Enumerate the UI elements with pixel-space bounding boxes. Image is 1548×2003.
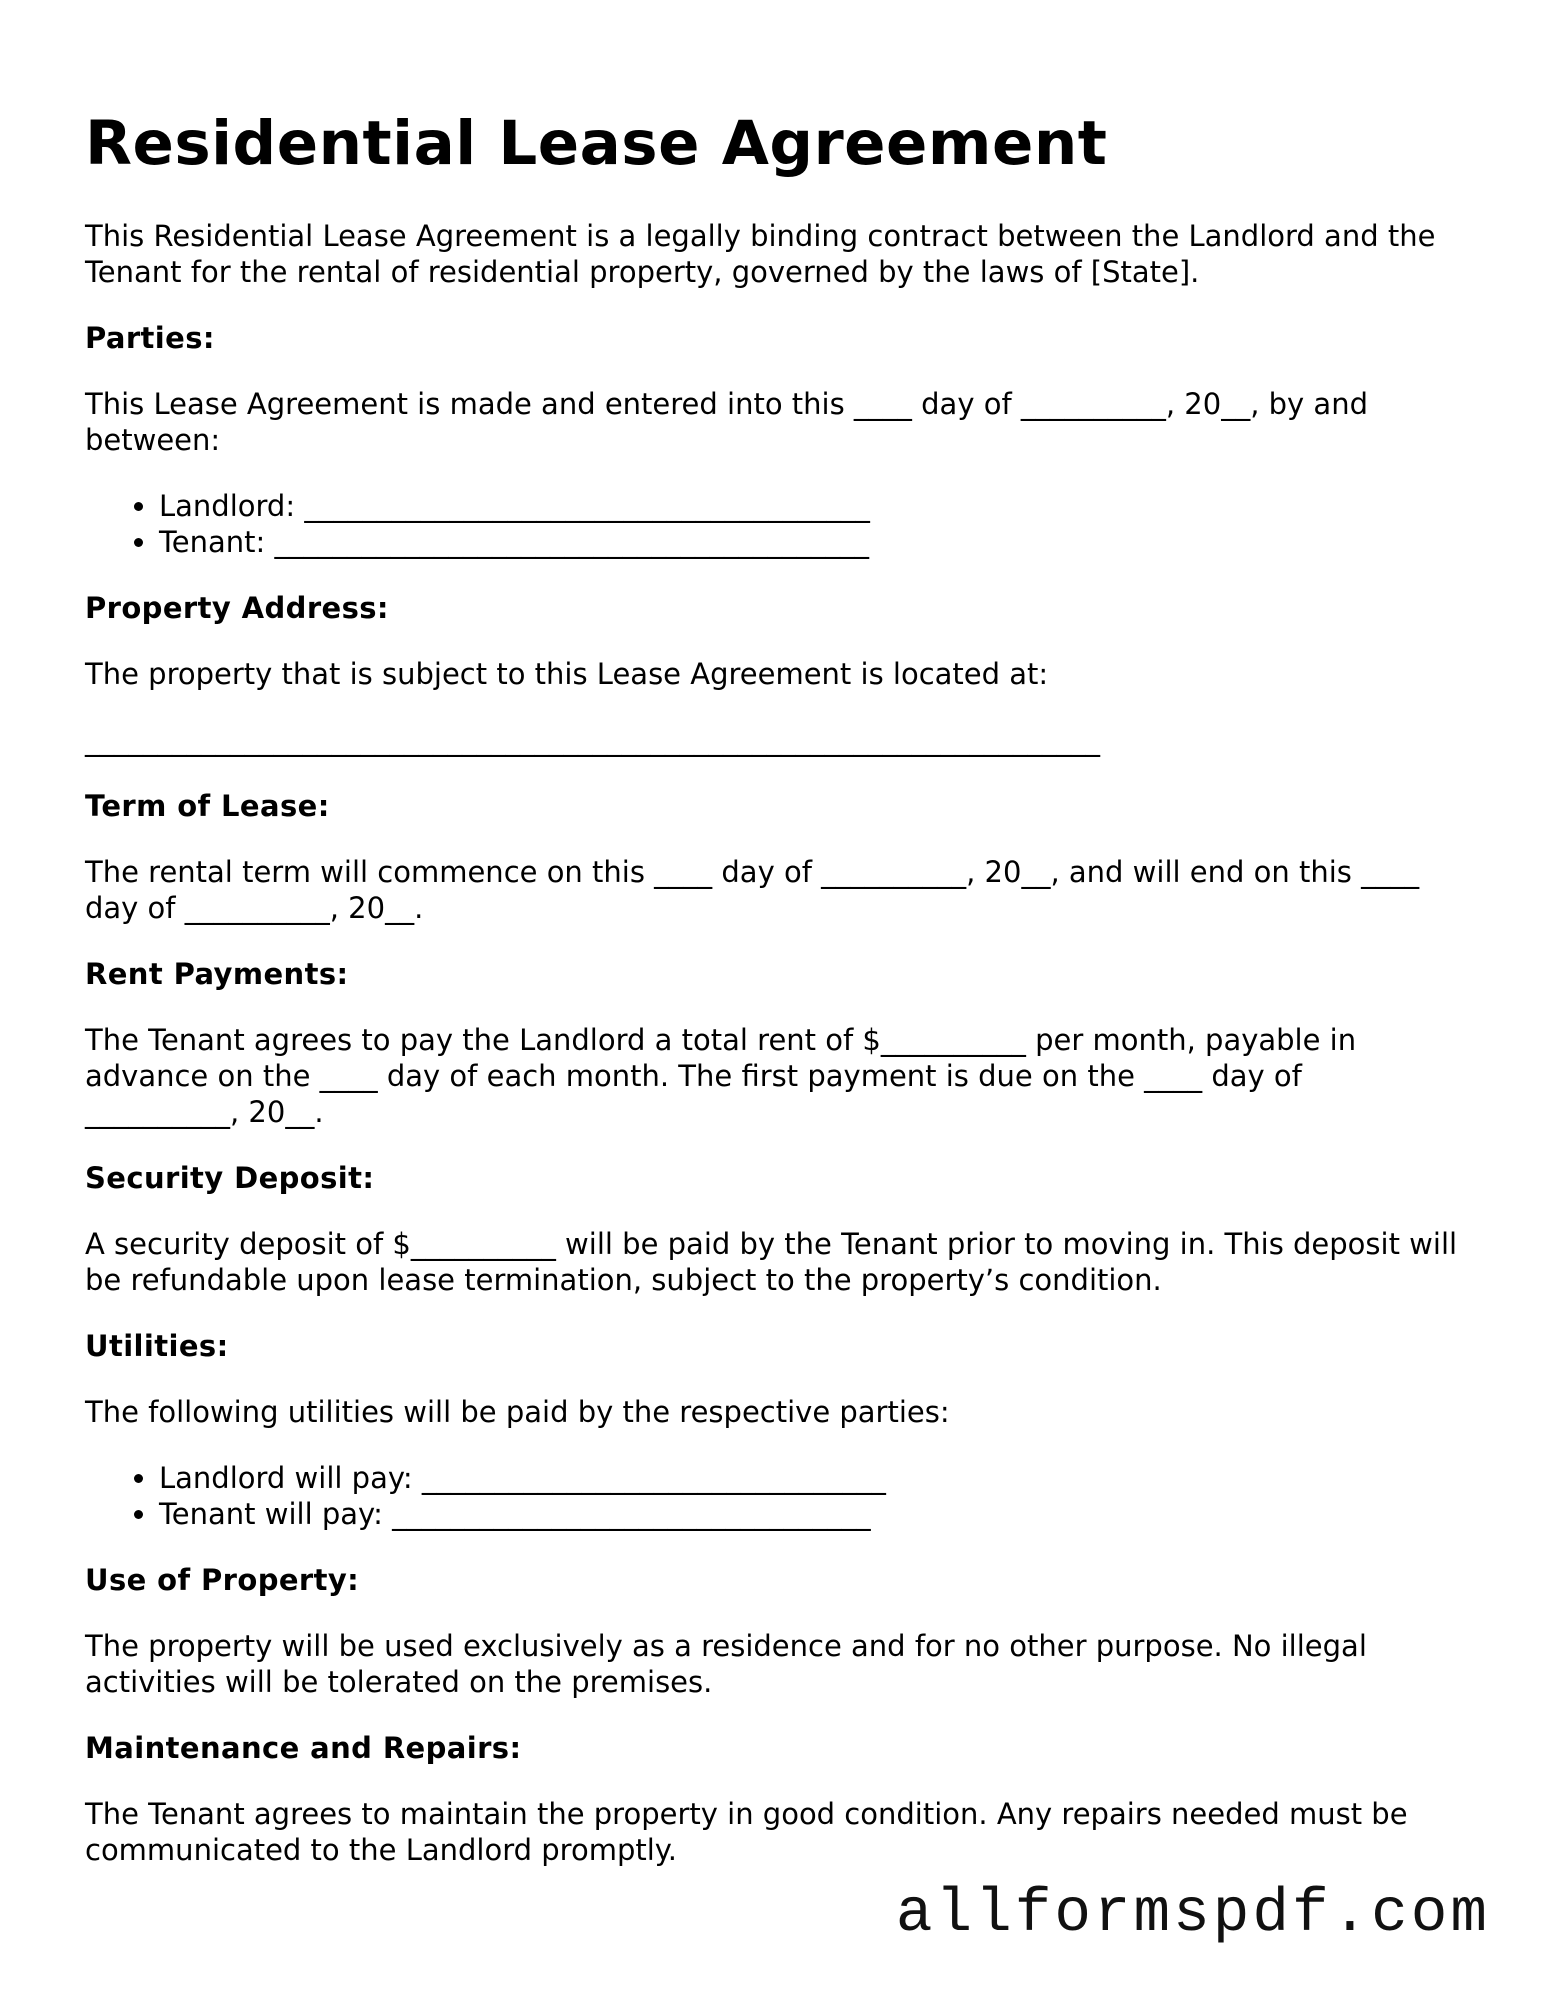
section-text: The following utilities will be paid by the respective parties: (85, 1395, 950, 1429)
section-text: This Lease Agreement is made and entered into this ____ day of __________, 20__, by and between: (85, 387, 1368, 457)
document-title: Residential Lease Agreement (85, 108, 1108, 179)
section-utilities (85, 1328, 1465, 1532)
list-item-landlord: • Landlord: _______________________________________ (159, 488, 1465, 524)
section-security-deposit (85, 1160, 1465, 1298)
address-blank-line: ______________________________________________________________________ (85, 723, 1100, 757)
section-heading: Parties: (85, 321, 215, 355)
document-body (85, 108, 1465, 1898)
section-heading: Rent Payments: (85, 957, 349, 991)
section-property-address (85, 590, 1465, 758)
parties-list (85, 488, 1465, 560)
section-text: A security deposit of $__________ will be paid by the Tenant prior to moving in. This deposit will be refundable upon lease termination, subject to the property’s condition. (85, 1227, 1458, 1297)
section-use-of-property (85, 1562, 1465, 1700)
section-text: The property that is subject to this Lease Agreement is located at: (85, 657, 1049, 691)
section-heading: Use of Property: (85, 1563, 360, 1597)
list-item-landlord-pays: • Landlord will pay: ________________________________ (159, 1460, 1465, 1496)
list-item-tenant: • Tenant: _________________________________________ (159, 524, 1465, 560)
section-term (85, 788, 1465, 926)
list-item-tenant-pays: • Tenant will pay: _________________________________ (159, 1496, 1465, 1532)
utilities-list (85, 1460, 1465, 1532)
section-parties (85, 320, 1465, 560)
section-heading: Property Address: (85, 591, 389, 625)
section-heading: Security Deposit: (85, 1161, 375, 1195)
section-text: The rental term will commence on this ____ day of __________, 20__, and will end on this ____ day of __________, 20__. (85, 855, 1420, 925)
section-maintenance (85, 1730, 1465, 1868)
intro-paragraph: This Residential Lease Agreement is a legally binding contract between the Landlord and the Tenant for the rental of residential property, governed by the laws of [State]. (85, 219, 1436, 289)
section-rent (85, 956, 1465, 1130)
section-heading: Maintenance and Repairs: (85, 1731, 522, 1765)
section-text: The Tenant agrees to pay the Landlord a total rent of $__________ per month, payable in advance on the ____ day of each month. The first payment is due on the ____ day of __________, 20__. (85, 1023, 1357, 1129)
section-heading: Utilities: (85, 1329, 229, 1363)
site-watermark: allformspdf.com (895, 1880, 1490, 1949)
section-text: The Tenant agrees to maintain the property in good condition. Any repairs needed must be communicated to the Landlord promptly. (85, 1797, 1408, 1867)
section-text: The property will be used exclusively as a residence and for no other purpose. No illegal activities will be tolerated on the premises. (85, 1629, 1367, 1699)
section-heading: Term of Lease: (85, 789, 330, 823)
